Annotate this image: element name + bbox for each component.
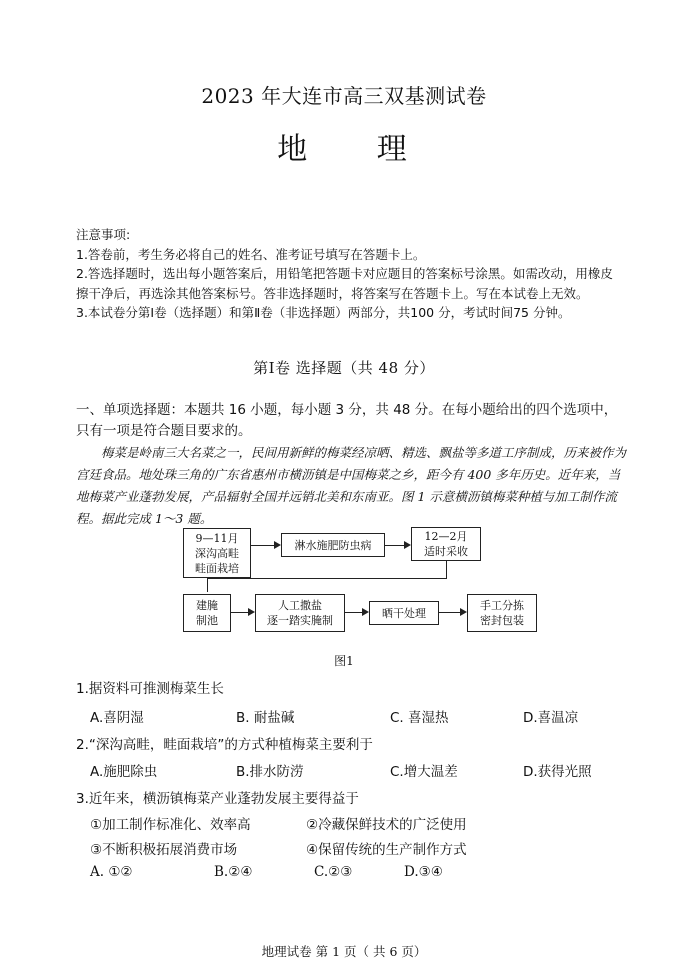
q3-statement-1: ①加工制作标准化、效率高 xyxy=(90,817,251,833)
connector-to-pool xyxy=(207,578,208,592)
box-drying: 晒干处理 xyxy=(369,601,439,625)
q3-statement-4: ④保留传统的生产制作方式 xyxy=(306,842,467,858)
q2-option-d: D.获得光照 xyxy=(523,764,592,780)
section-title: 第Ⅰ卷 选择题（共 48 分） xyxy=(253,359,435,377)
arrow-3 xyxy=(231,612,253,613)
question-2-stem: 2.“深沟高畦，畦面栽培”的方式种植梅菜主要利于 xyxy=(76,737,373,753)
q1-option-b: B. 耐盐碱 xyxy=(236,710,295,726)
q3-option-c: C.②③ xyxy=(314,864,353,880)
figure-caption: 图1 xyxy=(334,654,354,668)
connector-down xyxy=(446,561,447,578)
subject-title: 地 理 xyxy=(277,132,437,167)
q1-option-c: C. 喜湿热 xyxy=(390,710,449,726)
material-paragraph: 梅菜是岭南三大名菜之一，民间用新鲜的梅菜经凉晒、精选、飘盐等多道工序制成，历来被作为宫廷食品。地处珠三角的广东省惠州市横沥镇是中国梅菜之乡，距今有 400 多年历史。近年来，当地梅菜产业蓬勃发展，产品辐射全国并远销北美和东南亚。图 1 示意横沥镇梅菜种植与加工制作流程。据此完成 1～3 题。 xyxy=(76,445,627,526)
connector-across xyxy=(207,578,447,579)
q3-option-b: B.②④ xyxy=(214,864,253,880)
section-instruction: 一、单项选择题：本题共 16 小题，每小题 3 分，共 48 分。在每小题给出的四个选项中，只有一项是符合题目要求的。 xyxy=(76,402,618,439)
q2-option-b: B.排水防涝 xyxy=(236,764,304,780)
q1-option-a: A.喜阴湿 xyxy=(90,710,144,726)
notes-heading: 注意事项: xyxy=(76,227,131,242)
arrow-2 xyxy=(385,545,409,546)
arrow-1 xyxy=(251,545,279,546)
box-harvest: 12—2月 适时采收 xyxy=(411,527,481,561)
arrow-4 xyxy=(345,612,367,613)
q2-option-a: A.施肥除虫 xyxy=(90,764,158,780)
box-irrigate: 淋水施肥防虫病 xyxy=(281,533,385,557)
q3-statement-2: ②冷藏保鲜技术的广泛使用 xyxy=(306,817,467,833)
q3-statement-3: ③不断积极拓展消费市场 xyxy=(90,842,238,858)
q1-option-d: D.喜温凉 xyxy=(523,710,579,726)
box-packing: 手工分拣 密封包装 xyxy=(467,594,537,632)
q3-option-a: A. ①② xyxy=(90,864,133,880)
notes-block xyxy=(76,225,621,323)
note-item-1: 1.答卷前，考生务必将自己的姓名、准考证号填写在答题卡上。 xyxy=(76,246,426,262)
box-pool: 建腌 制池 xyxy=(183,594,231,632)
question-1-stem: 1.据资料可推测梅菜生长 xyxy=(76,681,224,697)
q2-option-c: C.增大温差 xyxy=(390,764,458,780)
arrow-5 xyxy=(439,612,465,613)
exam-title: 2023 年大连市高三双基测试卷 xyxy=(201,84,487,108)
note-item-3: 3.本试卷分第Ⅰ卷（选择题）和第Ⅱ卷（非选择题）两部分，共100 分，考试时间75 分钟。 xyxy=(76,305,571,320)
page-footer: 地理试卷 第 1 页（ 共 6 页） xyxy=(261,944,427,959)
box-planting: 9—11月 深沟高畦 畦面栽培 xyxy=(183,528,251,578)
note-item-2: 2.答选择题时，选出每小题答案后，用铅笔把答题卡对应题目的答案标号涂黑。如需改动，用橡皮擦干净后，再选涂其他答案标号。答非选择题时，将答案写在答题卡上。写在本试卷上无效。 xyxy=(76,266,613,301)
box-salting: 人工撒盐 逐一踏实腌制 xyxy=(255,594,345,632)
q3-option-d: D.③④ xyxy=(404,864,443,880)
question-3-stem: 3.近年来，横沥镇梅菜产业蓬勃发展主要得益于 xyxy=(76,791,359,807)
